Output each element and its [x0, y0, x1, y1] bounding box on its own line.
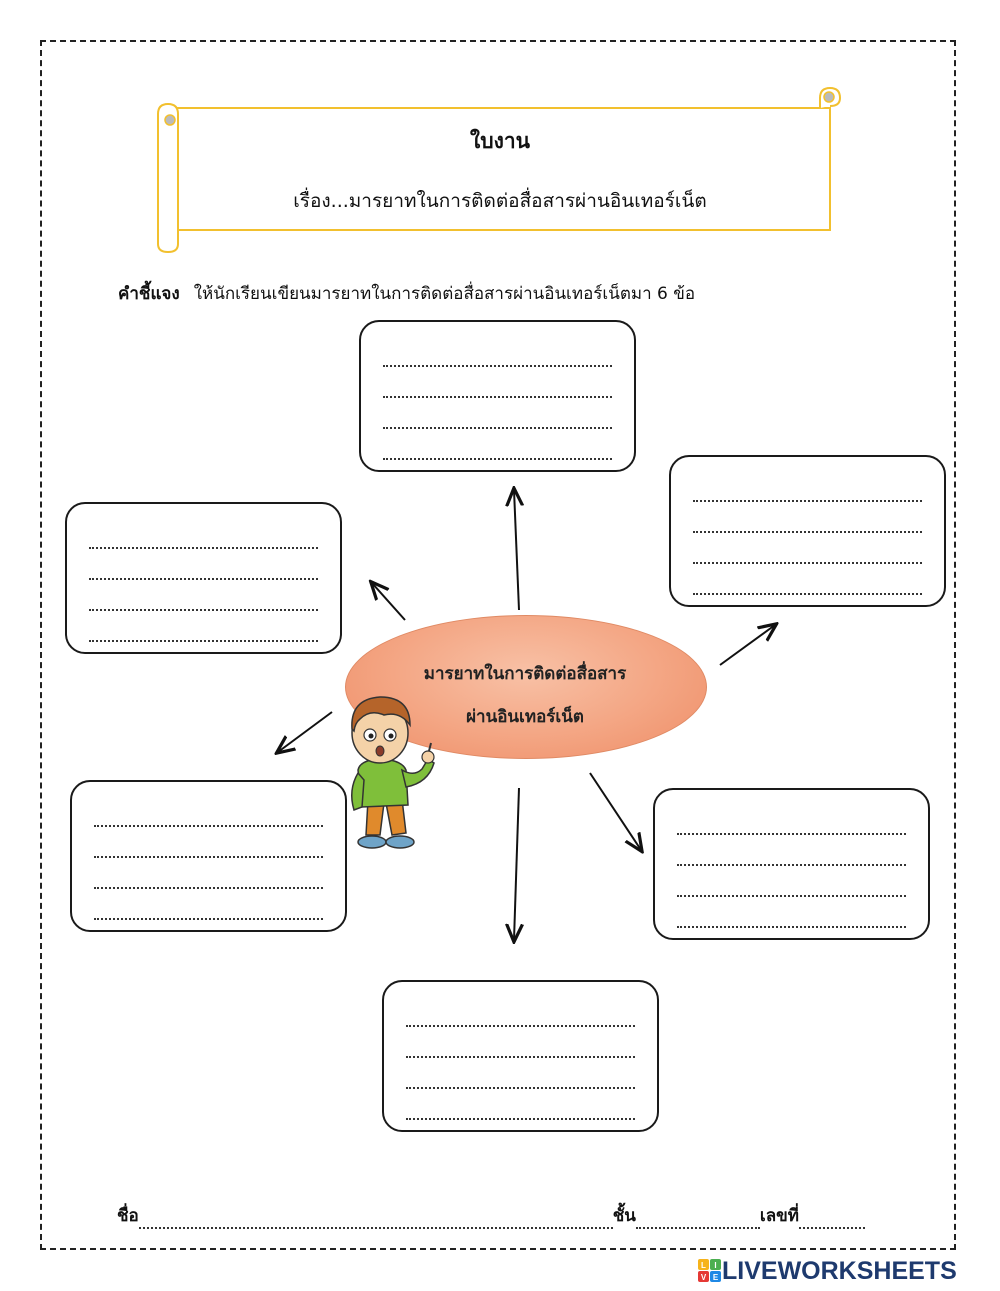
answer-line[interactable]: [94, 858, 323, 889]
answer-line[interactable]: [677, 835, 906, 866]
student-info-footer: [117, 1202, 865, 1229]
svg-text:I: I: [714, 1261, 717, 1270]
answer-line[interactable]: [94, 796, 323, 827]
number-field[interactable]: [799, 1205, 865, 1229]
answer-line[interactable]: [406, 996, 635, 1027]
answer-line[interactable]: [406, 1058, 635, 1089]
answer-line[interactable]: [94, 889, 323, 920]
answer-line[interactable]: [89, 549, 318, 580]
center-topic-line2: ผ่านอินเทอร์เน็ต: [466, 707, 584, 727]
number-label: เลขที่: [759, 1206, 799, 1226]
arrow-lower-left: [278, 712, 332, 752]
answer-box-lower-left: [70, 780, 347, 932]
liveworksheets-logo: [698, 1258, 957, 1284]
arrow-top: [514, 490, 519, 610]
answer-line[interactable]: [677, 804, 906, 835]
answer-line[interactable]: [693, 471, 922, 502]
worksheet-title: ใบงาน: [470, 129, 530, 153]
class-label: ชั้น: [612, 1206, 636, 1226]
svg-text:L: L: [701, 1261, 706, 1270]
answer-line[interactable]: [406, 1089, 635, 1120]
answer-line[interactable]: [383, 398, 612, 429]
liveworksheets-logo-text: LIVEWORKSHEETS: [722, 1256, 957, 1285]
svg-text:E: E: [712, 1273, 719, 1282]
answer-line[interactable]: [693, 533, 922, 564]
cartoon-boy-illustration: [340, 685, 440, 855]
answer-box-top-right: [669, 455, 946, 607]
answer-box-top: [359, 320, 636, 472]
answer-line[interactable]: [693, 502, 922, 533]
answer-line[interactable]: [89, 611, 318, 642]
answer-line[interactable]: [383, 429, 612, 460]
class-field[interactable]: [636, 1205, 760, 1229]
name-field[interactable]: [139, 1205, 613, 1229]
liveworksheets-badge-icon: [698, 1259, 722, 1283]
answer-box-bottom: [382, 980, 659, 1132]
answer-line[interactable]: [383, 336, 612, 367]
answer-line[interactable]: [693, 564, 922, 595]
answer-box-lower-right: [653, 788, 930, 940]
instructions-label: คำชี้แจง: [118, 284, 180, 304]
center-topic-line1: มารยาทในการติดต่อสื่อสาร: [423, 664, 627, 684]
answer-line[interactable]: [89, 518, 318, 549]
arrow-upper-left: [372, 583, 405, 620]
svg-text:V: V: [700, 1273, 707, 1282]
answer-line[interactable]: [406, 1027, 635, 1058]
answer-line[interactable]: [677, 897, 906, 928]
answer-line[interactable]: [94, 827, 323, 858]
instructions-text: ให้นักเรียนเขียนมารยาทในการติดต่อสื่อสารผ่านอินเทอร์เน็ตมา 6 ข้อ: [193, 284, 696, 304]
answer-box-upper-left: [65, 502, 342, 654]
worksheet-subtitle: เรื่อง...มารยาทในการติดต่อสื่อสารผ่านอินเทอร์เน็ต: [293, 190, 707, 212]
arrow-top-right: [720, 625, 775, 665]
answer-line[interactable]: [383, 367, 612, 398]
arrow-bottom: [514, 788, 519, 940]
name-label: ชื่อ: [117, 1206, 139, 1226]
answer-line[interactable]: [677, 866, 906, 897]
arrow-lower-right: [590, 773, 641, 850]
answer-line[interactable]: [89, 580, 318, 611]
